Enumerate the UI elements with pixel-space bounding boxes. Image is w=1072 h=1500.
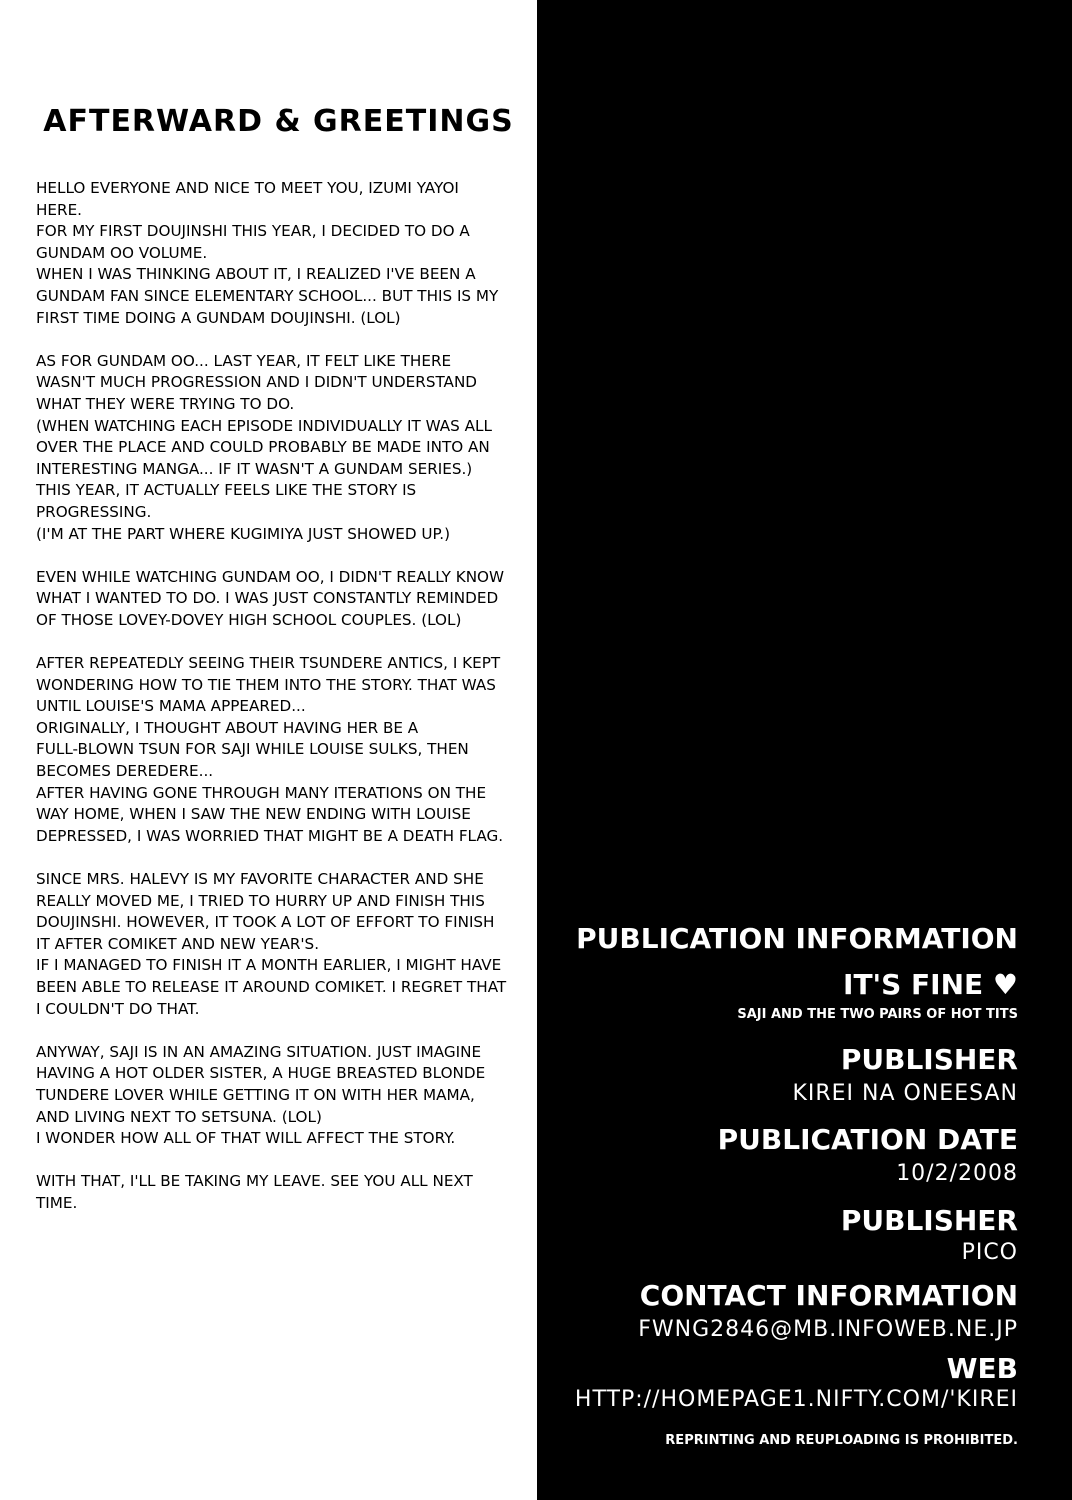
publication-panel bbox=[537, 0, 1072, 1500]
contact-value: FWNG2846@MB.INFOWEB.NE.JP bbox=[638, 1317, 1018, 1342]
afterword-title: AFTERWARD & GREETINGS bbox=[43, 104, 514, 139]
work-title-text: IT'S FINE bbox=[843, 968, 984, 1001]
reprint-notice: REPRINTING AND REUPLOADING IS PROHIBITED. bbox=[665, 1433, 1018, 1448]
work-title bbox=[843, 968, 1018, 1001]
afterword-paragraph: ANYWAY, SAJI IS IN AN AMAZING SITUATION. JUST IMAGINE HAVING A HOT OLDER SISTER, A HUGE BREASTED BLONDE TUNDERE LOVER WHILE GETTING IT ON WITH HER MAMA, AND LIVING NEXT TO SETSUNA. (LOL) I WONDER HOW ALL OF THAT WILL AFFECT THE STORY. bbox=[36, 1042, 486, 1148]
publication-date-label: PUBLICATION DATE bbox=[717, 1123, 1018, 1156]
publication-heading: PUBLICATION INFORMATION bbox=[576, 922, 1018, 955]
web-label: WEB bbox=[946, 1352, 1018, 1385]
publication-date-value: 10/2/2008 bbox=[896, 1161, 1018, 1186]
publisher-label: PUBLISHER bbox=[840, 1043, 1018, 1076]
afterword-paragraph: SINCE MRS. HALEVY IS MY FAVORITE CHARACTER AND SHE REALLY MOVED ME, I TRIED TO HURRY UP AND FINISH THIS DOUJINSHI. HOWEVER, IT TOOK A LOT OF EFFORT TO FINISH IT AFTER COMIKET AND NEW YEAR'S. IF I MANAGED TO FINISH IT A MONTH EARLIER, I MIGHT HAVE BEEN ABLE TO RELEASE IT AROUND COMIKET. I REGRET THAT I COULDN'T DO THAT. bbox=[36, 870, 507, 1018]
afterword-paragraph: AS FOR GUNDAM OO... LAST YEAR, IT FELT LIKE THERE WASN'T MUCH PROGRESSION AND I DIDN'T UNDERSTAND WHAT THEY WERE TRYING TO DO. (WHEN WATCHING EACH EPISODE INDIVIDUALLY IT WAS ALL OVER THE PLACE AND COULD PROBABLY BE MADE INTO AN INTERESTING MANGA... IF IT WASN'T A GUNDAM SERIES.) THIS YEAR, IT ACTUALLY FEELS LIKE THE STORY IS PROGRESSING. (I'M AT THE PART WHERE KUGIMIYA JUST SHOWED UP.) bbox=[36, 351, 492, 543]
web-value: HTTP://HOMEPAGE1.NIFTY.COM/'KIREI bbox=[574, 1387, 1018, 1412]
publisher-value: KIREI NA ONEESAN bbox=[792, 1081, 1018, 1106]
afterword-paragraph: WITH THAT, I'LL BE TAKING MY LEAVE. SEE YOU ALL NEXT TIME. bbox=[36, 1172, 473, 1212]
contact-label: CONTACT INFORMATION bbox=[639, 1279, 1018, 1312]
heart-icon: ♥ bbox=[992, 968, 1018, 1001]
afterword-body bbox=[36, 178, 522, 1236]
afterword-paragraph: EVEN WHILE WATCHING GUNDAM OO, I DIDN'T REALLY KNOW WHAT I WANTED TO DO. I WAS JUST CONSTANTLY REMINDED OF THOSE LOVEY-DOVEY HIGH SCHOOL COUPLES. (LOL) bbox=[36, 567, 505, 629]
afterword-paragraph: AFTER REPEATEDLY SEEING THEIR TSUNDERE ANTICS, I KEPT WONDERING HOW TO TIE THEM INTO THE STORY. THAT WAS UNTIL LOUISE'S MAMA APPEARED... ORIGINALLY, I THOUGHT ABOUT HAVING HER BE A FULL-BLOWN TSUN FOR SAJI WHILE LOUISE SULKS, THEN BECOMES DEREDERE... AFTER HAVING GONE THROUGH MANY ITERATIONS ON THE WAY HOME, WHEN I SAW THE NEW ENDING WITH LOUISE DEPRESSED, I WAS WORRIED THAT MIGHT BE A DEATH FLAG. bbox=[36, 654, 504, 845]
work-subtitle: SAJI AND THE TWO PAIRS OF HOT TITS bbox=[737, 1007, 1018, 1022]
afterword-paragraph: HELLO EVERYONE AND NICE TO MEET YOU, IZUMI YAYOI HERE. FOR MY FIRST DOUJINSHI THIS YEAR, I DECIDED TO DO A GUNDAM OO VOLUME. WHEN I WAS THINKING ABOUT IT, I REALIZED I'VE BEEN A GUNDAM FAN SINCE ELEMENTARY SCHOOL... BUT THIS IS MY FIRST TIME DOING A GUNDAM DOUJINSHI. (LOL) bbox=[36, 179, 499, 327]
publisher2-label: PUBLISHER bbox=[840, 1204, 1018, 1237]
publisher2-value: PICO bbox=[961, 1240, 1018, 1265]
